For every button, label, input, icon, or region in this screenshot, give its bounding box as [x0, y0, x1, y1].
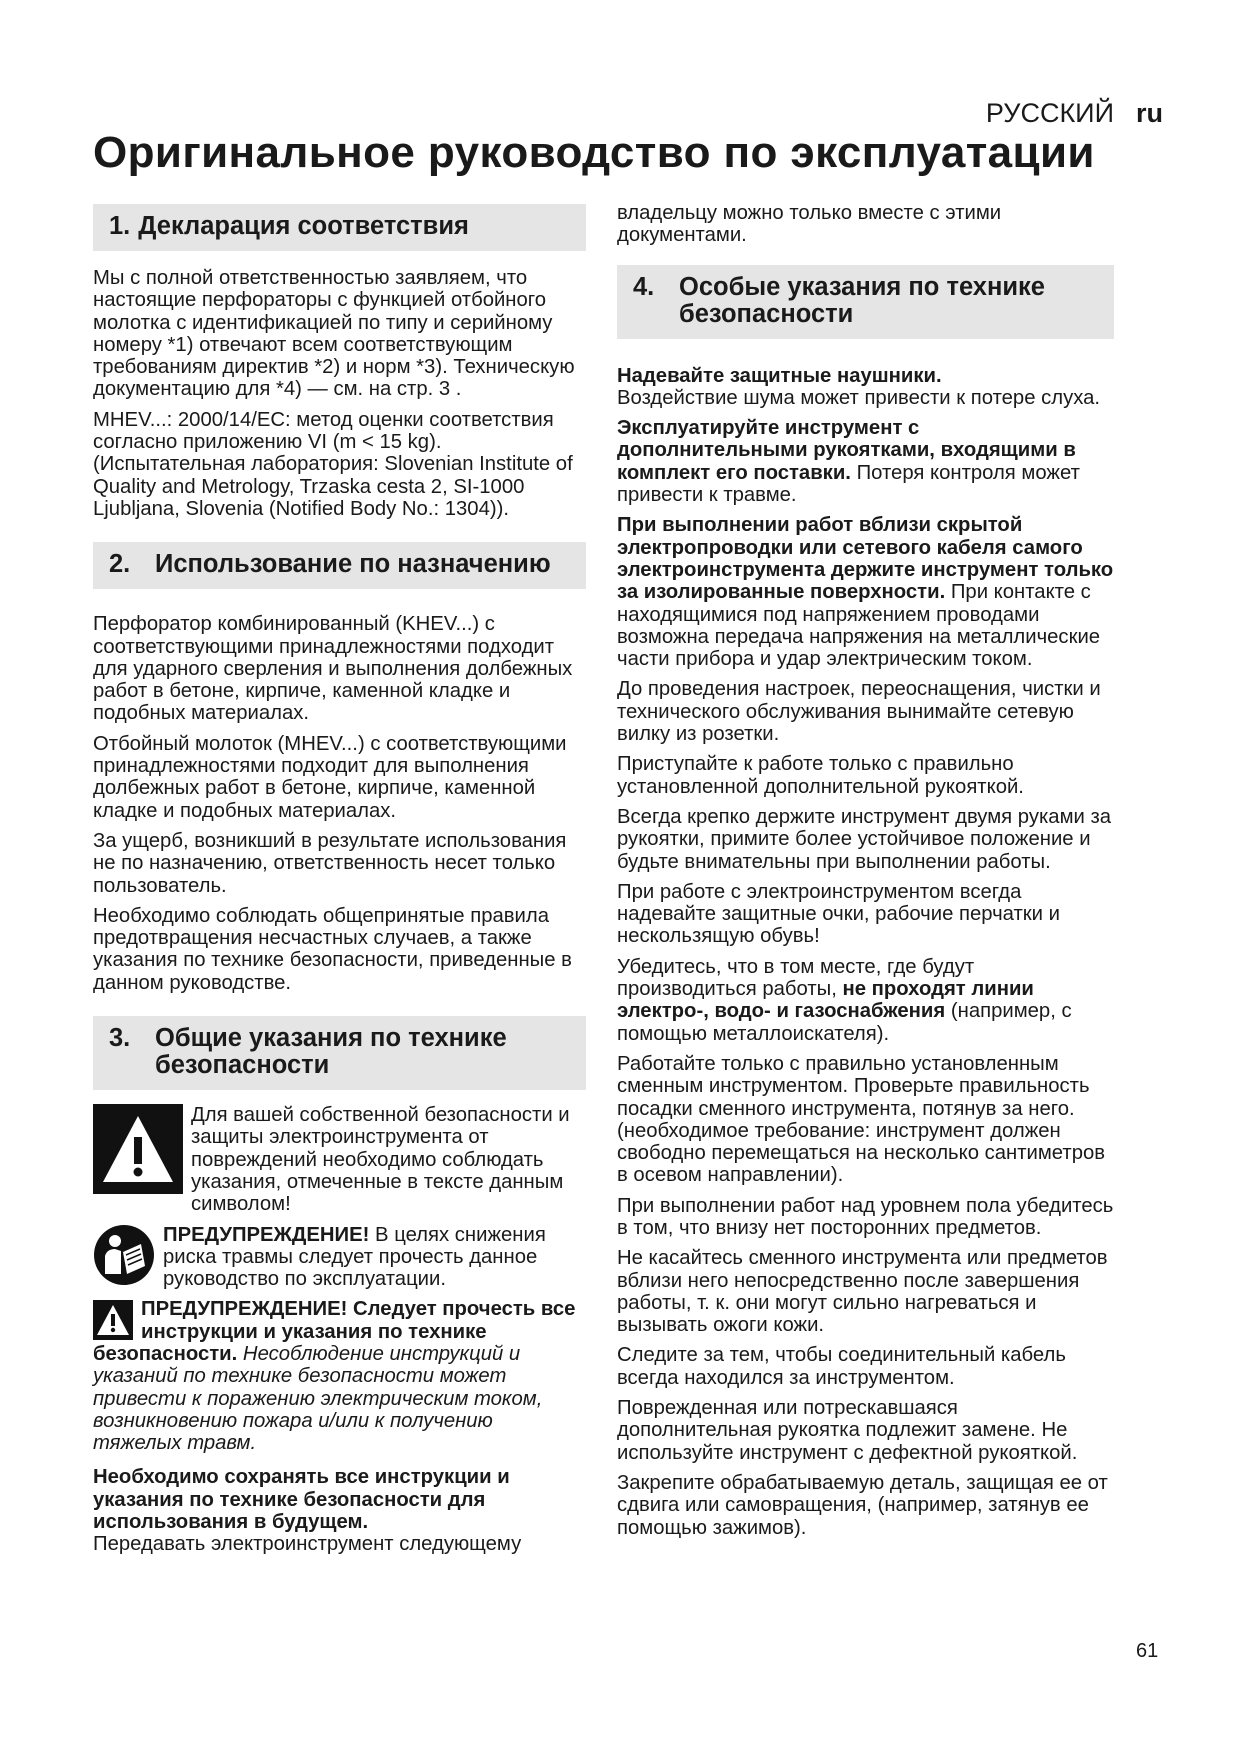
paragraph	[617, 417, 1114, 506]
paragraph: До проведения настроек, переоснащения, чистки и технического обслуживания вынимайте сетевую вилку из розетки.	[617, 678, 1101, 746]
left-column	[93, 204, 586, 1564]
section-title: Декларация соответствия	[138, 212, 469, 240]
symbol-note-text: Для вашей собственной безопасности и защиты электроинструмента от повреждений необходимо соблюдать указания, отмеченные в тексте данным символом!	[191, 1104, 570, 1216]
paragraph: Перфоратор комбинированный (KHEV...) с соответствующими принадлежностями подходит для ударного сверления и выполнения долбежных работ в бетоне, кирпиче, каменной кладке и подобных материалах.	[93, 613, 573, 725]
paragraph: MHEV...: 2000/14/EC: метод оценки соответствия согласно приложению VI (m < 15 kg). (Испытательная лаборатория: Slovenian Institute of Quality and Metrology, Trzaska cesta 2, SI-1000 Ljubljana, Slovenia (Notified Body No.: 1304)).	[93, 408, 573, 520]
paragraph: Отбойный молоток (MHEV...) с соответствующими принадлежностями подходит для выполнения долбежных работ в бетоне, кирпиче, каменной кладке и подобных материалах.	[93, 732, 567, 822]
keep-instructions-text: Передавать электроинструмент следующему	[93, 1533, 522, 1556]
section-2-heading	[93, 542, 586, 589]
paragraph: Поврежденная или потрескавшаяся дополнительная рукоятка подлежит замене. Не используйте инструмент с дефектной рукояткой.	[617, 1397, 1078, 1464]
warning-italic: Несоблюдение инструкций и указаний по технике безопасности может привести к поражению электрическим током, возникновению пожара и/или к получению тяжелых травм.	[93, 1342, 543, 1455]
safety-symbol-note	[93, 1104, 586, 1215]
general-warning	[93, 1298, 586, 1454]
paragraph-bold: Надевайте защитные наушники.	[617, 364, 942, 387]
warning-triangle-icon	[93, 1104, 183, 1194]
language-name: РУССКИЙ	[985, 98, 1114, 128]
section-title: Общие указания по технике безопасности	[155, 1024, 507, 1080]
paragraph: Не касайтесь сменного инструмента или предметов вблизи него непосредственно после завершения работы, т. к. они могут сильно нагреваться и вызывать ожоги кожи.	[617, 1247, 1108, 1337]
page-number: 61	[1136, 1640, 1159, 1662]
paragraph	[93, 1466, 586, 1555]
paragraph: Всегда крепко держите инструмент двумя руками за рукоятки, примите более устойчивое положение и будьте внимательны при выполнении работы.	[617, 805, 1112, 873]
paragraph-text: Потеря контроля может привести к травме.	[617, 461, 1080, 507]
read-manual-icon	[93, 1224, 155, 1286]
warning-triangle-icon	[93, 1300, 133, 1340]
paragraph: Следите за тем, чтобы соединительный кабель всегда находился за инструментом.	[617, 1344, 1066, 1389]
section-number: 3.	[109, 1024, 131, 1053]
read-manual-warning	[93, 1224, 586, 1291]
paragraph: Мы с полной ответственностью заявляем, что настоящие перфораторы с функцией отбойного молотка с идентификацией по типу и серийному номеру *1) отвечают всем соответствующим требованиям директив *2) и норм *3). Техническую документацию для *4) — см. на стр. 3 .	[93, 267, 575, 401]
section-3-heading	[93, 1016, 586, 1090]
paragraph	[617, 514, 1114, 670]
paragraph: За ущерб, возникший в результате использования не по назначению, ответственность несет только пользователь.	[93, 829, 567, 897]
paragraph-text: (например, с помощью металлоискателя).	[617, 1000, 1072, 1045]
paragraph-text: Воздействие шума может привести к потере слуха.	[617, 386, 1101, 409]
paragraph-bold: При выполнении работ вблизи скрытой электропроводки или сетевого кабеля самого электроинструмента держите инструмент только за изолированные поверхности.	[617, 514, 1114, 604]
paragraph: Закрепите обрабатываемую деталь, защищая ее от сдвига или самовращения, (например, затянув ее помощью зажимов).	[617, 1471, 1108, 1539]
language-label	[986, 98, 1163, 129]
section-title: Особые указания по технике безопасности	[679, 272, 1045, 328]
warning-text	[93, 1298, 586, 1454]
section-4-heading	[617, 265, 1114, 339]
section-number: 2.	[109, 550, 131, 579]
paragraph: владельцу можно только вместе с этими документами.	[617, 202, 1002, 247]
paragraph-bold: Эксплуатируйте инструмент с дополнительными рукоятками, входящими в комплект его поставки.	[617, 417, 1076, 484]
section-title: Использование по назначению	[155, 550, 551, 579]
warning-text	[163, 1224, 586, 1291]
section-1-heading	[93, 204, 586, 251]
section-number: 1.	[109, 212, 131, 240]
paragraph	[617, 365, 1114, 410]
warning-body: В целях снижения риска травмы следует прочесть данное руководство по эксплуатации.	[163, 1223, 546, 1291]
language-code: ru	[1136, 98, 1163, 128]
paragraph: Работайте только с правильно установленным сменным инструментом. Проверьте правильность посадки сменного инструмента, потянув за него. (необходимое требование: инструмент должен свободно перемещаться на несколько сантиметров в осевом направлении).	[617, 1052, 1106, 1187]
keep-instructions-bold: Необходимо сохранять все инструкции и указания по технике безопасности для использования в будущем.	[93, 1466, 510, 1534]
right-column	[617, 202, 1114, 1547]
paragraph: Необходимо соблюдать общепринятые правила предотвращения несчастных случаев, а также указания по технике безопасности, приведенные в данном руководстве.	[93, 904, 572, 994]
paragraph: При выполнении работ над уровнем пола убедитесь в том, что внизу нет посторонних предметов.	[617, 1194, 1114, 1239]
page-title: Оригинальное руководство по эксплуатации	[93, 128, 1095, 177]
paragraph-text: Убедитесь, что в том месте, где будут производиться работы,	[617, 955, 975, 1001]
paragraph-text: При контакте с находящимися под напряжением проводами возможна передача напряжения на металлические части прибора и удар электрическим током.	[617, 581, 1101, 671]
paragraph	[617, 956, 1114, 1045]
section-number: 4.	[633, 272, 655, 301]
paragraph: Приступайте к работе только с правильно установленной дополнительной рукояткой.	[617, 753, 1024, 798]
paragraph-bold: не проходят линии электро-, водо- и газоснабжения	[617, 978, 1034, 1023]
warning-bold: ПРЕДУПРЕЖДЕНИЕ! Следует прочесть все инструкции и указания по технике безопасности.	[93, 1298, 576, 1365]
paragraph: При работе с электроинструментом всегда надевайте защитные очки, рабочие перчатки и нескользящую обувь!	[617, 880, 1060, 948]
warning-bold: ПРЕДУПРЕЖДЕНИЕ!	[163, 1223, 370, 1246]
